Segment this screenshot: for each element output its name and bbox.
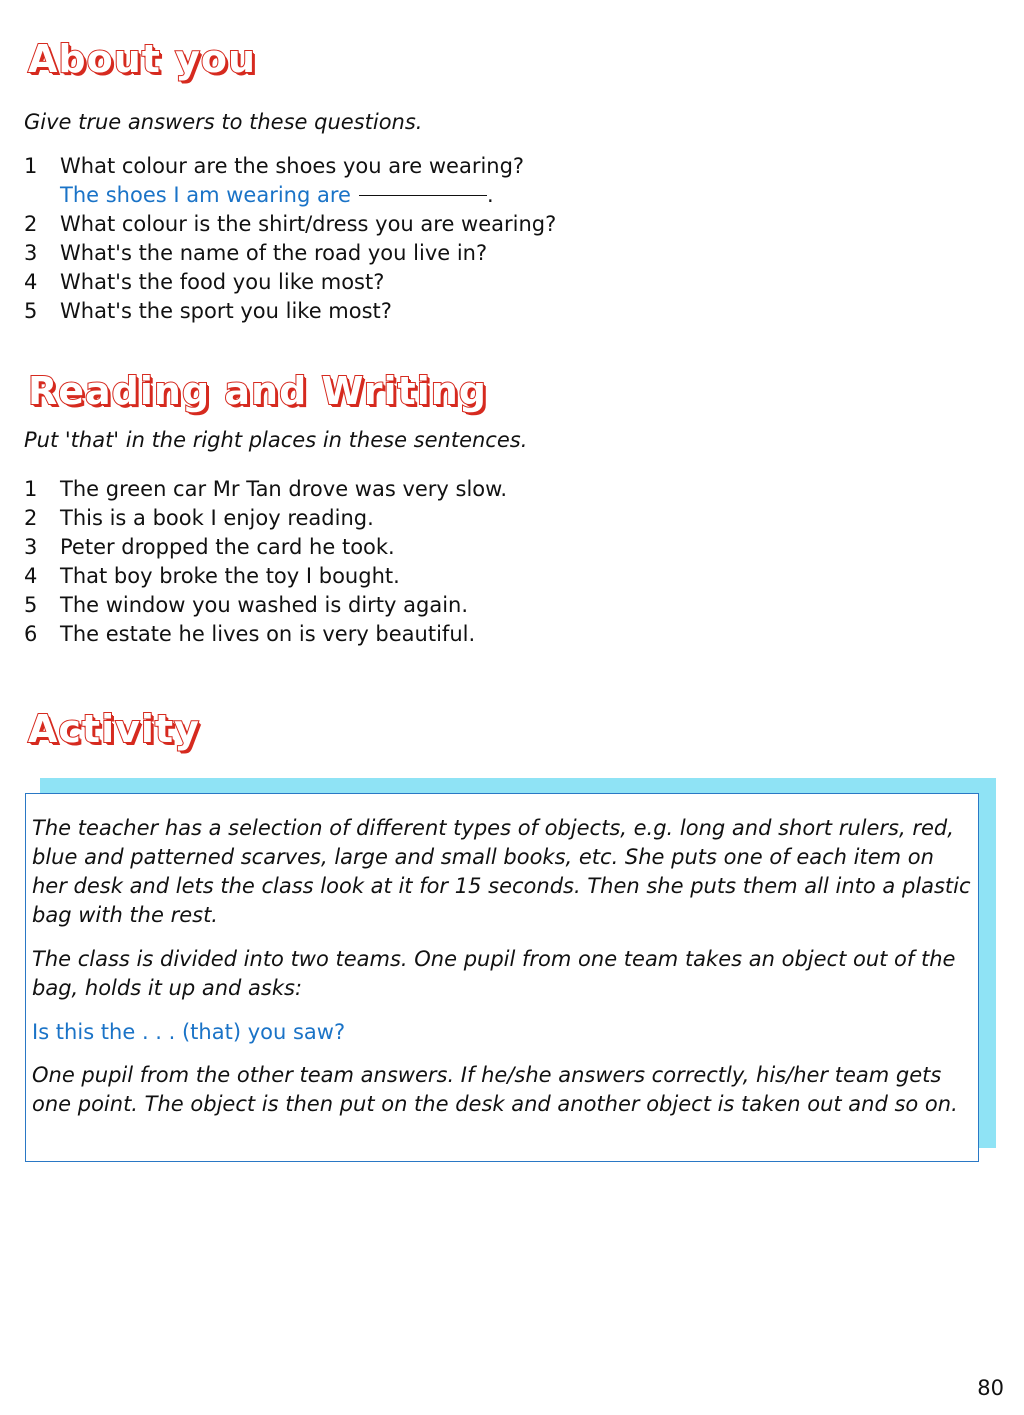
question-text: What colour is the shirt/dress you are wearing? bbox=[60, 212, 557, 236]
item-number: 1 bbox=[24, 154, 38, 178]
item-number: 4 bbox=[24, 270, 38, 294]
activity-paragraph-3: One pupil from the other team answers. If he/she answers correctly, his/her team gets one point. The object is then put on the desk and another object is taken out and so on. bbox=[32, 1063, 958, 1116]
list-item bbox=[24, 533, 507, 562]
item-number: 5 bbox=[24, 299, 38, 323]
example-answer-line bbox=[24, 181, 556, 210]
list-item bbox=[24, 297, 556, 326]
item-number: 1 bbox=[24, 477, 38, 501]
item-number: 4 bbox=[24, 564, 38, 588]
list-item bbox=[24, 562, 507, 591]
example-answer-text: The shoes I am wearing are bbox=[60, 183, 351, 207]
question-text: What colour are the shoes you are wearing? bbox=[60, 154, 525, 178]
sentence-text: This is a book I enjoy reading. bbox=[60, 506, 374, 530]
sentence-text: Peter dropped the card he took. bbox=[60, 535, 395, 559]
question-text: What's the name of the road you live in? bbox=[60, 241, 488, 265]
list-item bbox=[24, 591, 507, 620]
list-item bbox=[24, 210, 556, 239]
activity-heading: Activity bbox=[28, 707, 200, 751]
list-item bbox=[24, 475, 507, 504]
activity-paragraph-2: The class is divided into two teams. One pupil from one team takes an object out of the bag, holds it up and asks: bbox=[32, 947, 956, 1000]
page-number: 80 bbox=[977, 1376, 1004, 1400]
list-item bbox=[24, 504, 507, 533]
activity-paragraph-1: The teacher has a selection of different types of objects, e.g. long and short rulers, red, blue and patterned scarves, large and small books, etc. She puts one of each item on her desk and lets the class look at it for 15 seconds. Then she puts them all into a plastic bag with the rest. bbox=[32, 816, 971, 927]
item-number: 3 bbox=[24, 241, 38, 265]
about-you-heading: About you bbox=[28, 37, 257, 81]
reading-writing-sentence-list bbox=[24, 475, 507, 649]
sentence-text: The green car Mr Tan drove was very slow. bbox=[60, 477, 508, 501]
item-number: 2 bbox=[24, 506, 38, 530]
activity-box bbox=[25, 793, 979, 1162]
question-text: What's the sport you like most? bbox=[60, 299, 392, 323]
item-number: 2 bbox=[24, 212, 38, 236]
list-item bbox=[24, 620, 507, 649]
activity-question: Is this the . . . (that) you saw? bbox=[32, 1020, 346, 1044]
sentence-text: The estate he lives on is very beautiful. bbox=[60, 622, 476, 646]
about-you-question-list bbox=[24, 152, 556, 326]
item-number: 3 bbox=[24, 535, 38, 559]
item-number: 6 bbox=[24, 622, 38, 646]
item-number: 5 bbox=[24, 593, 38, 617]
sentence-text: The window you washed is dirty again. bbox=[60, 593, 469, 617]
reading-writing-heading: Reading and Writing bbox=[28, 369, 487, 413]
about-you-instruction: Give true answers to these questions. bbox=[24, 110, 423, 134]
question-text: What's the food you like most? bbox=[60, 270, 385, 294]
reading-writing-instruction: Put 'that' in the right places in these sentences. bbox=[24, 428, 528, 452]
list-item bbox=[24, 152, 556, 181]
sentence-text: That boy broke the toy I bought. bbox=[60, 564, 400, 588]
list-item bbox=[24, 239, 556, 268]
answer-blank bbox=[359, 181, 487, 196]
item-number-spacer bbox=[24, 181, 60, 210]
answer-period: . bbox=[486, 183, 494, 207]
list-item bbox=[24, 268, 556, 297]
